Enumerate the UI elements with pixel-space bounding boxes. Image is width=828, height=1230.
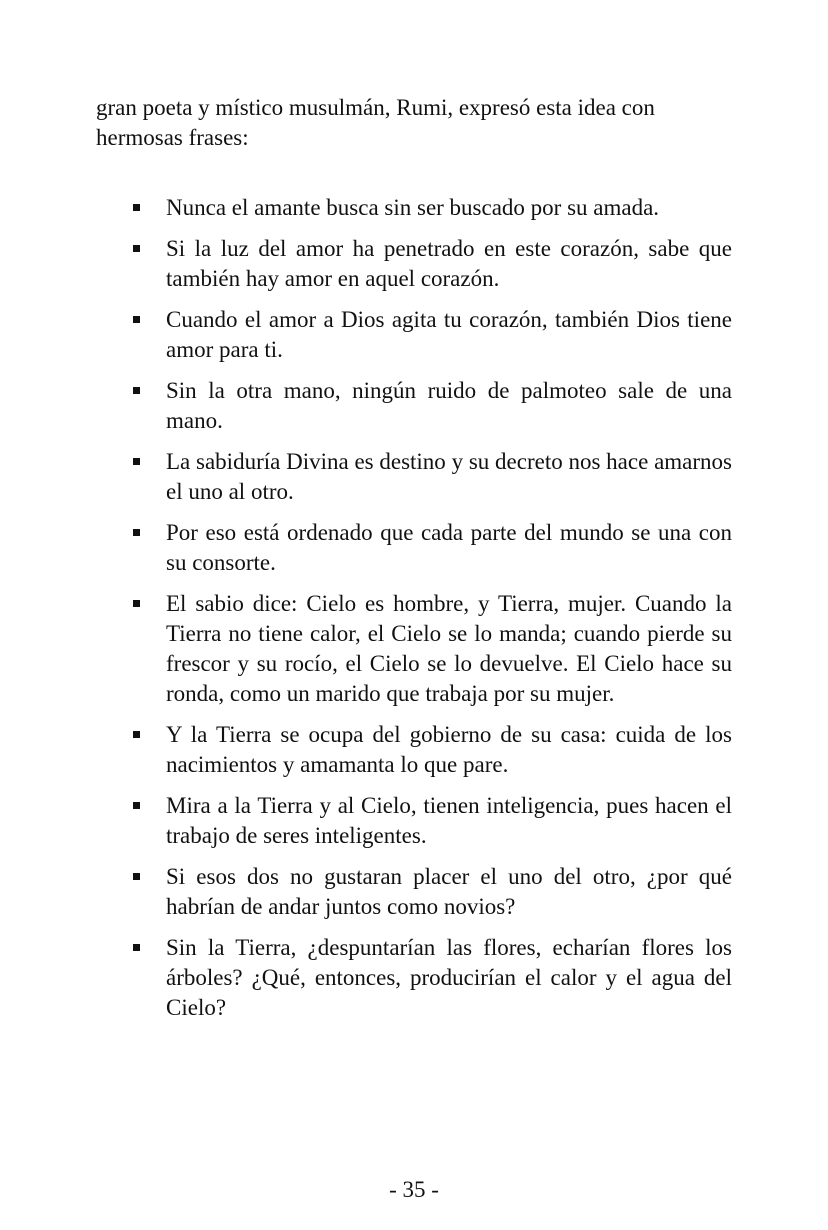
- list-item-text: Nunca el amante busca sin ser buscado por su amada.: [166, 195, 660, 220]
- list-item: [96, 305, 732, 365]
- list-item-text: Si la luz del amor ha penetrado en este corazón, sabe que también hay amor en aquel corazón.: [166, 236, 732, 291]
- list-item: [96, 193, 732, 223]
- list-item-text: Sin la Tierra, ¿despuntarían las flores, echarían flores los árboles? ¿Qué, entonces, producirían el calor y el agua del Cielo?: [166, 935, 732, 1020]
- list-item: [96, 720, 732, 780]
- square-bullet-icon: [133, 458, 140, 465]
- list-item-text: Mira a la Tierra y al Cielo, tienen inteligencia, pues hacen el trabajo de seres inteligentes.: [166, 793, 732, 848]
- list-item: [96, 518, 732, 578]
- quote-list: [96, 193, 732, 1023]
- square-bullet-icon: [133, 944, 140, 951]
- square-bullet-icon: [133, 529, 140, 536]
- square-bullet-icon: [133, 600, 140, 607]
- list-item: [96, 791, 732, 851]
- list-item-text: El sabio dice: Cielo es hombre, y Tierra, mujer. Cuando la Tierra no tiene calor, el Cielo se lo manda; cuando pierde su frescor y su rocío, el Cielo se lo devuelve. El Cielo hace su ronda, como un marido que trabaja por su mujer.: [166, 591, 732, 706]
- square-bullet-icon: [133, 245, 140, 252]
- square-bullet-icon: [133, 387, 140, 394]
- list-item: [96, 234, 732, 294]
- intro-paragraph: gran poeta y místico musulmán, Rumi, expresó esta idea con hermosas frases:: [96, 95, 655, 150]
- list-item-text: Por eso está ordenado que cada parte del mundo se una con su consorte.: [166, 520, 732, 575]
- list-item: [96, 933, 732, 1023]
- square-bullet-icon: [133, 802, 140, 809]
- list-item: [96, 447, 732, 507]
- page-content: [96, 93, 732, 1034]
- square-bullet-icon: [133, 731, 140, 738]
- list-item: [96, 862, 732, 922]
- list-item-text: Cuando el amor a Dios agita tu corazón, también Dios tiene amor para ti.: [166, 307, 732, 362]
- list-item-text: Sin la otra mano, ningún ruido de palmoteo sale de una mano.: [166, 378, 732, 433]
- square-bullet-icon: [133, 204, 140, 211]
- square-bullet-icon: [133, 873, 140, 880]
- list-item: [96, 376, 732, 436]
- list-item: [96, 589, 732, 709]
- list-item-text: La sabiduría Divina es destino y su decreto nos hace amarnos el uno al otro.: [166, 449, 732, 504]
- page-number: - 35 -: [389, 1177, 439, 1202]
- list-item-text: Si esos dos no gustaran placer el uno del otro, ¿por qué habrían de andar juntos como novios?: [166, 864, 732, 919]
- square-bullet-icon: [133, 316, 140, 323]
- list-item-text: Y la Tierra se ocupa del gobierno de su casa: cuida de los nacimientos y amamanta lo que pare.: [166, 722, 732, 777]
